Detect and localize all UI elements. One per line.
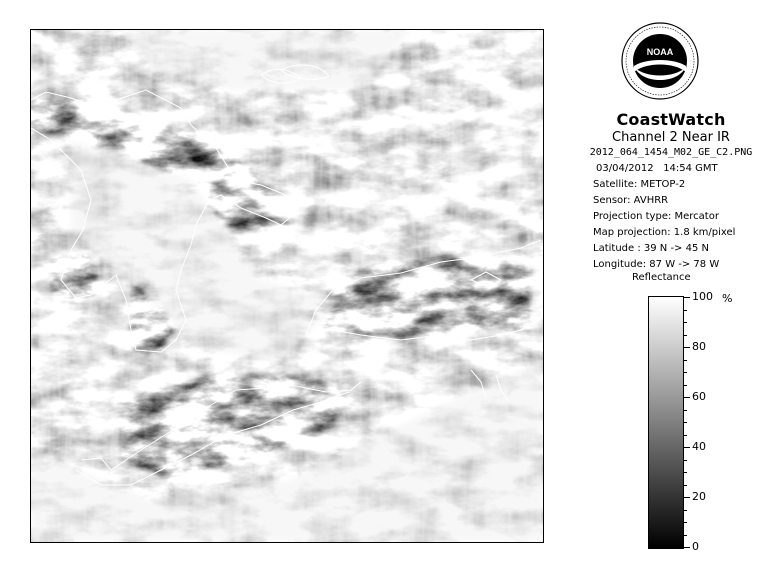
brand-title: CoastWatch	[616, 110, 726, 129]
colorbar-minor-tick	[683, 335, 687, 336]
noaa-logo-text: NOAA	[646, 47, 674, 57]
colorbar-tick-label: 20	[692, 490, 706, 503]
colorbar-minor-tick	[683, 460, 687, 461]
acquisition-time: 14:54 GMT	[663, 163, 718, 174]
colorbar-minor-tick	[683, 372, 687, 373]
colorbar-minor-tick	[683, 385, 687, 386]
map-projection-line: Map projection: 1.8 km/pixel	[593, 227, 736, 238]
colorbar-minor-tick	[683, 422, 687, 423]
legend-unit: %	[722, 292, 733, 305]
noaa-logo	[621, 22, 699, 100]
colorbar-major-tick	[683, 397, 690, 398]
colorbar-major-tick	[683, 497, 690, 498]
colorbar-tick-label: 80	[692, 340, 706, 353]
colorbar-tick-label: 100	[692, 290, 713, 303]
colorbar-minor-tick	[683, 410, 687, 411]
colorbar-major-tick	[683, 297, 690, 298]
acquisition-date: 03/04/2012	[596, 163, 654, 174]
colorbar-minor-tick	[683, 435, 687, 436]
longitude-line: Longitude: 87 W -> 78 W	[593, 259, 720, 270]
colorbar-minor-tick	[683, 360, 687, 361]
legend-title: Reflectance	[632, 272, 691, 283]
colorbar	[648, 296, 684, 549]
sensor-line: Sensor: AVHRR	[593, 195, 669, 206]
colorbar-minor-tick	[683, 472, 687, 473]
colorbar-major-tick	[683, 547, 690, 548]
colorbar-minor-tick	[683, 522, 687, 523]
file-name: 2012_064_1454_M02_GE_C2.PNG	[589, 147, 753, 158]
colorbar-tick-label: 40	[692, 440, 706, 453]
colorbar-tick-label: 60	[692, 390, 706, 403]
acquisition-datetime	[596, 163, 718, 174]
colorbar-tick-label: 0	[692, 540, 699, 553]
projection-type-line: Projection type: Mercator	[593, 211, 719, 222]
satellite-image	[30, 29, 544, 543]
latitude-line: Latitude : 39 N -> 45 N	[593, 243, 709, 254]
colorbar-minor-tick	[683, 535, 687, 536]
colorbar-major-tick	[683, 447, 690, 448]
colorbar-minor-tick	[683, 310, 687, 311]
satellite-image-render	[31, 30, 543, 542]
satellite-line: Satellite: METOP-2	[593, 179, 686, 190]
colorbar-minor-tick	[683, 322, 687, 323]
colorbar-minor-tick	[683, 485, 687, 486]
product-title: Channel 2 Near IR	[612, 130, 730, 145]
colorbar-minor-tick	[683, 510, 687, 511]
colorbar-major-tick	[683, 347, 690, 348]
